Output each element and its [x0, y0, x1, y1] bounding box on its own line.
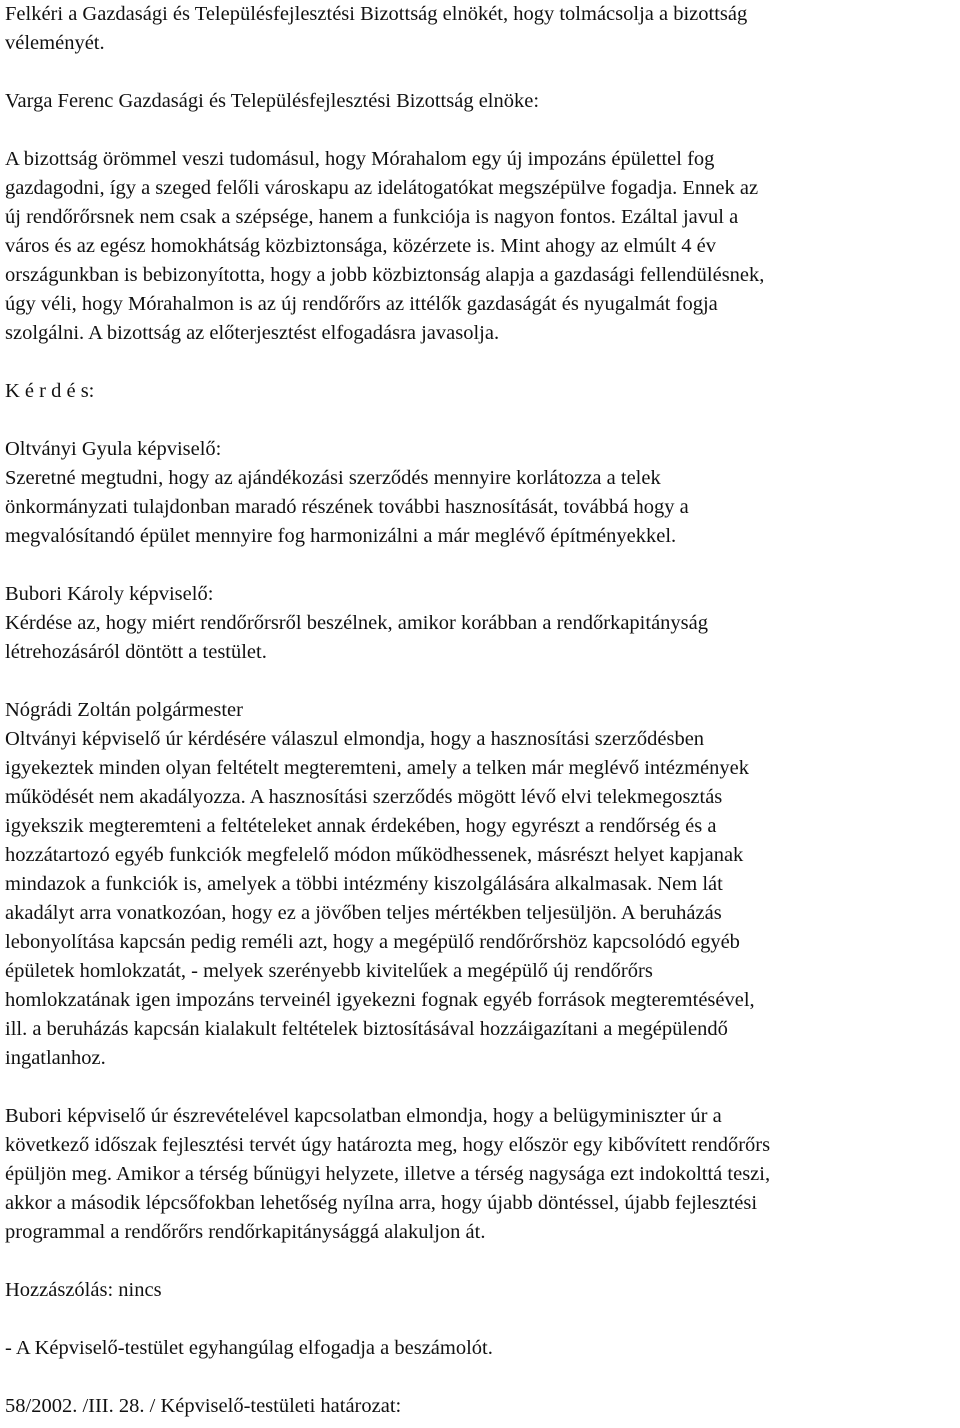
- paragraph-spacer: [5, 406, 955, 435]
- questions-heading: [5, 377, 955, 406]
- text-line: úgy véli, hogy Mórahalmon is az új rendőrőrs az ittélők gazdaságát és nyugalmát fogja: [5, 293, 718, 315]
- text-line: létrehozásáról döntött a testület.: [5, 641, 267, 663]
- text-line: Hozzászólás: nincs: [5, 1279, 162, 1301]
- paragraph-spacer: [5, 551, 955, 580]
- intro-paragraph: [5, 0, 955, 58]
- text-line: Bubori képviselő úr észrevételével kapcsolatban elmondja, hogy a belügyminiszter úr a: [5, 1105, 722, 1127]
- text-line: Kérdése az, hogy miért rendőrőrsről beszélnek, amikor korábban a rendőrkapitányság: [5, 612, 708, 634]
- text-line: szolgálni. A bizottság az előterjesztést elfogadásra javasolja.: [5, 322, 500, 344]
- paragraph-spacer: [5, 348, 955, 377]
- paragraph-spacer: [5, 116, 955, 145]
- paragraph-spacer: [5, 1247, 955, 1276]
- text-line: Varga Ferenc Gazdasági és Településfejlesztési Bizottság elnöke:: [5, 90, 540, 112]
- text-line: ingatlanhoz.: [5, 1047, 106, 1069]
- text-line: akadályt arra vonatkozóan, hogy ez a jövőben teljes mértékben teljesüljön. A beruházás: [5, 902, 722, 924]
- paragraph-spacer: [5, 58, 955, 87]
- text-line: megvalósítandó épület mennyire fog harmonizálni a már meglévő építményekkel.: [5, 525, 677, 547]
- text-line: Nógrádi Zoltán polgármester: [5, 699, 243, 721]
- text-line: gazdagodni, így a szeged felőli városkapu az idelátogatókat megszépülve fogadja. Ennek az: [5, 177, 759, 199]
- text-line: Felkéri a Gazdasági és Településfejlesztési Bizottság elnökét, hogy tolmácsolja a bizottság: [5, 3, 748, 25]
- text-line: Bubori Károly képviselő:: [5, 583, 214, 605]
- text-line: épületek homlokzatát, - melyek szerényebb kivitelűek a megépülő új rendőrőrs: [5, 960, 653, 982]
- text-line: 58/2002. /III. 28. / Képviselő-testületi határozat:: [5, 1395, 402, 1417]
- paragraph-spacer: [5, 1073, 955, 1102]
- comments-line: [5, 1276, 955, 1305]
- committee-opinion-paragraph: [5, 145, 955, 348]
- text-line: új rendőrőrsnek nem csak a szépsége, hanem a funkciója is nagyon fontos. Ezáltal javul a: [5, 206, 739, 228]
- text-line: hozzátartozó egyéb funkciók megfelelő módon működhessenek, másrészt helyet kapjanak: [5, 844, 744, 866]
- text-line: igyekeztek minden olyan feltételt megteremteni, amely a telken már meglévő intézmények: [5, 757, 749, 779]
- paragraph-spacer: [5, 1305, 955, 1334]
- text-line: országunkban is bebizonyította, hogy a jobb közbiztonság alapja a gazdasági fellendülésnek,: [5, 264, 765, 286]
- text-line: működését nem akadályozza. A hasznosítási szerződés mögött lévő elvi telekmegosztás: [5, 786, 723, 808]
- text-line: - A Képviselő-testület egyhangúlag elfogadja a beszámolót.: [5, 1337, 493, 1359]
- document-page: [5, 0, 955, 1421]
- answer-nogradi-paragraph: [5, 696, 955, 1073]
- question-bubori: [5, 580, 955, 667]
- text-line: homlokzatának igen impozáns terveinél igyekezni fognak egyéb források megteremtésével,: [5, 989, 755, 1011]
- text-line: akkor a második lépcsőfokban lehetőség nyílna arra, hogy újabb döntéssel, újabb fejlesztési: [5, 1192, 758, 1214]
- text-line: város és az egész homokhátság közbiztonsága, közérzete is. Mint ahogy az elmúlt 4 év: [5, 235, 716, 257]
- text-line: programmal a rendőrőrs rendőrkapitánysággá alakuljon át.: [5, 1221, 486, 1243]
- text-line: következő időszak fejlesztési tervét úgy határozta meg, hogy először egy kibővített rendőrőrs: [5, 1134, 771, 1156]
- text-line: Oltványi Gyula képviselő:: [5, 438, 222, 460]
- resolution-statement: [5, 1334, 955, 1363]
- paragraph-spacer: [5, 1363, 955, 1392]
- text-line: önkormányzati tulajdonban maradó részének további hasznosítását, továbbá hogy a: [5, 496, 689, 518]
- text-line: ill. a beruházás kapcsán kialakult feltételek biztosításával hozzáigazítani a megépülendő: [5, 1018, 728, 1040]
- resolution-number: [5, 1392, 955, 1421]
- text-line: A bizottság örömmel veszi tudomásul, hogy Mórahalom egy új impozáns épülettel fog: [5, 148, 715, 170]
- text-line: Szeretné megtudni, hogy az ajándékozási szerződés mennyire korlátozza a telek: [5, 467, 661, 489]
- text-line: Oltványi képviselő úr kérdésére válaszul elmondja, hogy a hasznosítási szerződésben: [5, 728, 705, 750]
- text-line: igyekszik megteremteni a feltételeket annak érdekében, hogy egyrészt a rendőrség és a: [5, 815, 717, 837]
- paragraph-spacer: [5, 667, 955, 696]
- question-oltvanyi: [5, 435, 955, 551]
- text-line: épüljön meg. Amikor a térség bűnügyi helyzete, illetve a térség nagysága ezt indokolttá teszi,: [5, 1163, 771, 1185]
- text-line: véleményét.: [5, 32, 105, 54]
- answer-bubori-paragraph: [5, 1102, 955, 1247]
- text-line: mindazok a funkciók is, amelyek a többi intézmény kiszolgálására alkalmasak. Nem lát: [5, 873, 723, 895]
- text-line: lebonyolítása kapcsán pedig reméli azt, hogy a megépülő rendőrőrshöz kapcsolódó egyéb: [5, 931, 740, 953]
- text-line: K é r d é s:: [5, 380, 95, 402]
- speaker-varga-ferenc: [5, 87, 955, 116]
